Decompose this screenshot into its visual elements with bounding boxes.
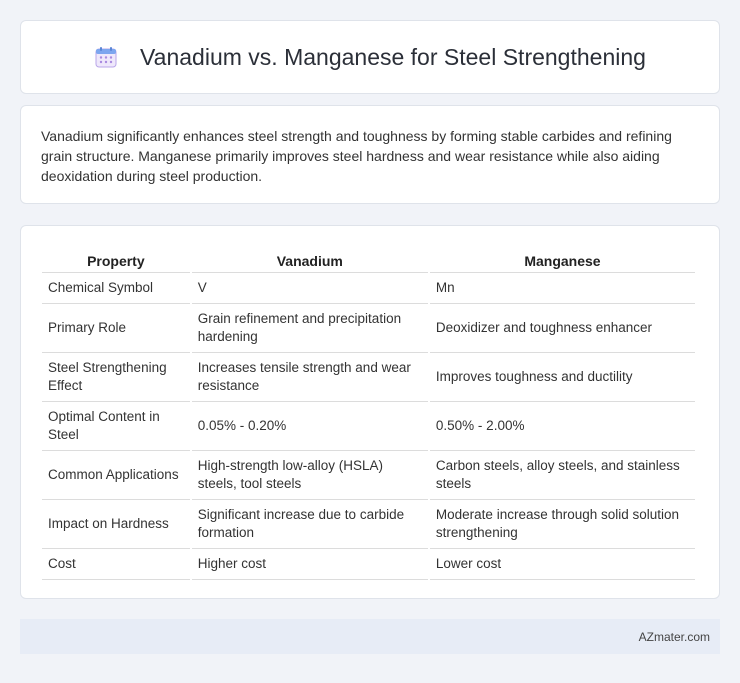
table-row bbox=[42, 451, 695, 500]
manganese-cell: Carbon steels, alloy steels, and stainless steels bbox=[430, 451, 695, 500]
table-card bbox=[20, 225, 720, 599]
vanadium-cell: Higher cost bbox=[192, 549, 428, 580]
property-cell: Steel Strengthening Effect bbox=[42, 353, 190, 402]
manganese-cell: Deoxidizer and toughness enhancer bbox=[430, 304, 695, 353]
table-row bbox=[42, 304, 695, 353]
property-cell: Cost bbox=[42, 549, 190, 580]
vanadium-cell: V bbox=[192, 273, 428, 304]
property-cell: Common Applications bbox=[42, 451, 190, 500]
property-cell: Primary Role bbox=[42, 304, 190, 353]
manganese-cell: 0.50% - 2.00% bbox=[430, 402, 695, 451]
footer bbox=[20, 619, 720, 654]
property-cell: Chemical Symbol bbox=[42, 273, 190, 304]
intro-text: Vanadium significantly enhances steel strength and toughness by forming stable carbides and refining grain structure. Manganese primarily improves steel hardness and wear resistance while also aiding deoxidation during steel production. bbox=[41, 128, 672, 184]
manganese-cell: Moderate increase through solid solution strengthening bbox=[430, 500, 695, 549]
table-row bbox=[42, 273, 695, 304]
vanadium-cell: High-strength low-alloy (HSLA) steels, tool steels bbox=[192, 451, 428, 500]
table-row bbox=[42, 402, 695, 451]
page-title: Vanadium vs. Manganese for Steel Strengthening bbox=[140, 43, 646, 70]
manganese-cell: Mn bbox=[430, 273, 695, 304]
table-row bbox=[42, 549, 695, 580]
manganese-cell: Lower cost bbox=[430, 549, 695, 580]
title-card bbox=[20, 20, 720, 94]
footer-site-link[interactable]: AZmater.com bbox=[638, 629, 710, 644]
manganese-cell: Improves toughness and ductility bbox=[430, 353, 695, 402]
property-cell: Optimal Content in Steel bbox=[42, 402, 190, 451]
intro-card bbox=[20, 105, 720, 204]
vanadium-cell: 0.05% - 0.20% bbox=[192, 402, 428, 451]
vanadium-cell: Grain refinement and precipitation hardening bbox=[192, 304, 428, 353]
table-row bbox=[42, 500, 695, 549]
column-header-vanadium: Vanadium bbox=[192, 246, 428, 273]
column-header-manganese: Manganese bbox=[430, 246, 695, 273]
column-header-property: Property bbox=[42, 246, 190, 273]
vanadium-cell: Increases tensile strength and wear resistance bbox=[192, 353, 428, 402]
comparison-table bbox=[40, 246, 697, 580]
property-cell: Impact on Hardness bbox=[42, 500, 190, 549]
vanadium-cell: Significant increase due to carbide formation bbox=[192, 500, 428, 549]
table-row bbox=[42, 353, 695, 402]
calendar-icon bbox=[94, 45, 118, 69]
table-header-row bbox=[42, 246, 695, 273]
